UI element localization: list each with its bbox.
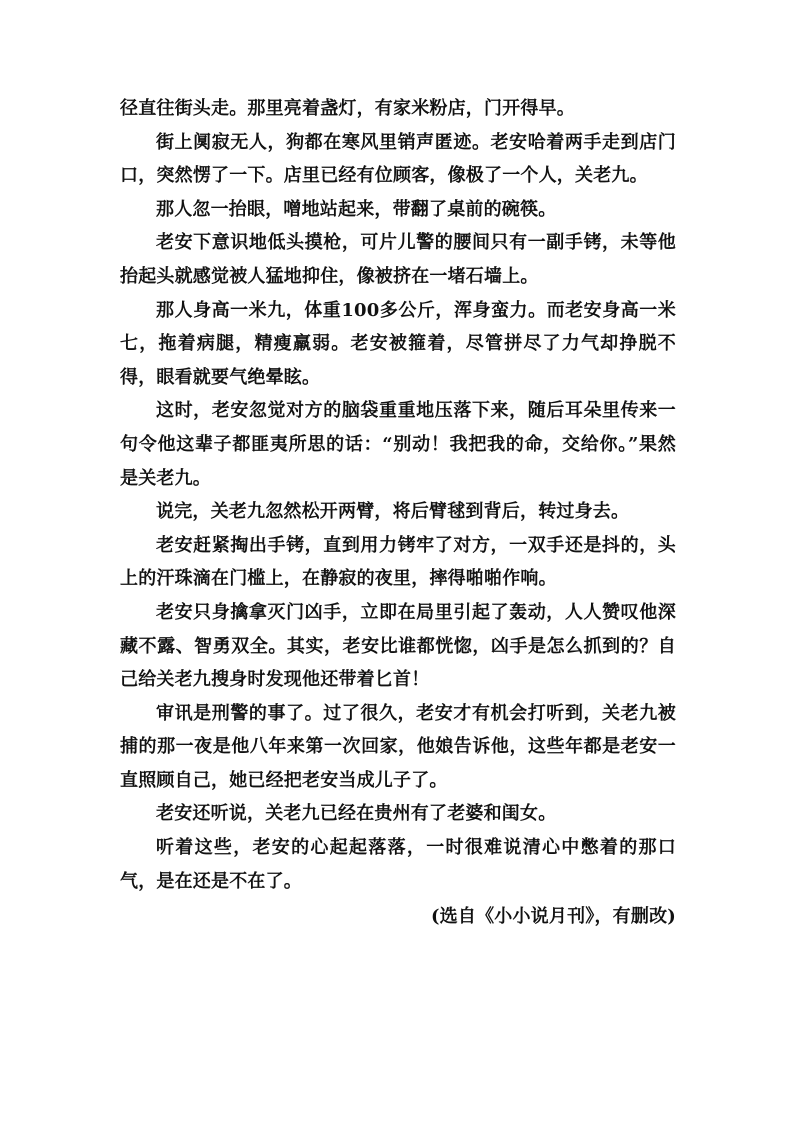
paragraph-9: 老安只身擒拿灭门凶手，立即在局里引起了轰动，人人赞叹他深藏不露、智勇双全。其实，老安比谁都恍惚，凶手是怎么抓到的？自己给关老九搜身时发现他还带着匕首！: [120, 601, 676, 691]
paragraph-3: 那人忽一抬眼，噌地站起来，带翻了桌前的碗筷。: [156, 198, 557, 220]
paragraph-2: 街上阒寂无人，狗都在寒风里销声匿迹。老安哈着两手走到店门口，突然愣了一下。店里已经有位顾客，像极了一个人，关老九。: [120, 131, 676, 187]
article-body: [120, 92, 676, 934]
paragraph-5: 那人身高一米九，体重100多公斤，浑身蛮力。而老安身高一米七，拖着病腿，精瘦羸弱。老安被箍着，尽管拼尽了力气却挣脱不得，眼看就要气绝晕眩。: [120, 299, 676, 388]
paragraph-6: 这时，老安忽觉对方的脑袋重重地压落下来，随后耳朵里传来一句令他这辈子都匪夷所思的话：“别动！我把我的命，交给你。”果然是关老九。: [120, 400, 676, 489]
paragraph-4: 老安下意识地低头摸枪，可片儿警的腰间只有一副手铐，未等他抬起头就感觉被人猛地抑住，像被挤在一堵石墙上。: [120, 232, 676, 287]
source-citation: (选自《小小说月刊》，有删改): [430, 906, 676, 928]
paragraph-11: 老安还听说，关老九已经在贵州有了老婆和闺女。: [156, 803, 557, 825]
paragraph-1: 径直往街头走。那里亮着盏灯，有家米粉店，门开得早。: [120, 98, 575, 119]
paragraph-7: 说完，关老九忽然松开两臂，将后臂毬到背后，转过身去。: [156, 501, 630, 523]
paragraph-12: 听着这些，老安的心起起落落，一时很难说清心中憋着的那口气，是在还是不在了。: [120, 837, 676, 892]
paragraph-8: 老安赶紧掏出手铐，直到用力铐牢了对方，一双手还是抖的，头上的汗珠滴在门槛上，在静寂的夜里，摔得啪啪作响。: [120, 534, 676, 590]
paragraph-10: 审讯是刑警的事了。过了很久，老安才有机会打听到，关老九被捕的那一夜是他八年来第一次回家，他娘告诉他，这些年都是老安一直照顾自己，她已经把老安当成儿子了。: [120, 702, 676, 791]
